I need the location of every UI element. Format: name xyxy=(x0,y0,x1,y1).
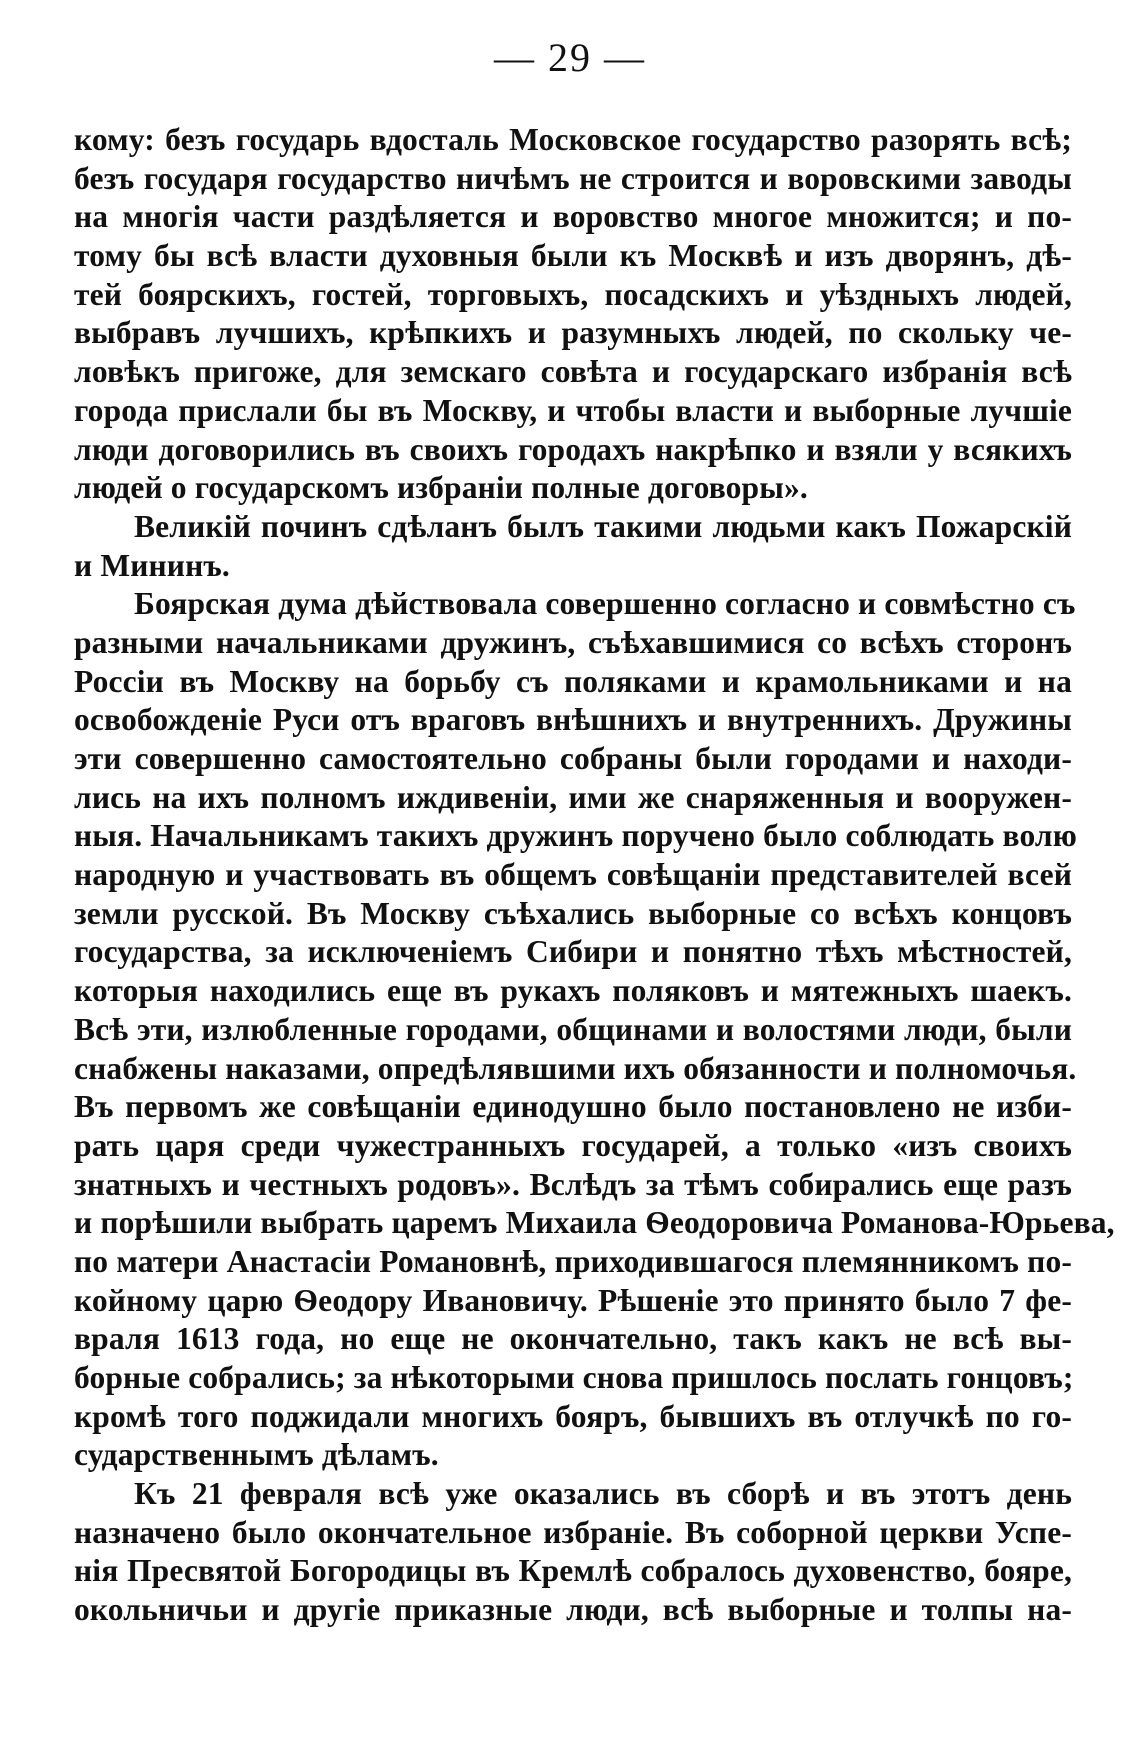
text-line: нія Пресвятой Богородицы въ Кремлѣ собралось духовенство, бояре, xyxy=(74,1553,1072,1589)
text-line: по матери Анастасіи Романовнѣ, приходившагося племянникомъ по- xyxy=(74,1243,1072,1279)
text-line: окольничьи и другіе приказные люди, всѣ выборные и толпы на- xyxy=(74,1592,1072,1628)
text-line: на многія части раздѣляется и воровство многое множится; и по- xyxy=(74,199,1072,235)
text-line: разными начальниками дружинъ, съѣхавшимися со всѣхъ сторонъ xyxy=(74,624,1072,660)
text-line: рать царя среди чужестранныхъ государей, а только «изъ своихъ xyxy=(74,1127,1072,1163)
text-line: лись на ихъ полномъ иждивеніи, ими же снаряженныя и вооружен- xyxy=(74,779,1072,815)
text-line: народную и участвовать въ общемъ совѣщаніи представителей всей xyxy=(74,857,1072,893)
text-line: назначено было окончательное избраніе. Въ соборной церкви Успе- xyxy=(74,1514,1072,1550)
text-line: кромѣ того поджидали многихъ бояръ, бывшихъ въ отлучкѣ по го- xyxy=(74,1398,1072,1434)
text-line: знатныхъ и честныхъ родовъ». Вслѣдъ за тѣмъ собирались еще разъ xyxy=(74,1166,1072,1202)
text-line: Всѣ эти, излюбленные городами, общинами и волостями люди, были xyxy=(74,1011,1072,1047)
text-line: снабжены наказами, опредѣлявшими ихъ обязанности и полномочья. xyxy=(74,1050,1077,1086)
paragraph xyxy=(74,1475,1072,1630)
text-line: безъ государя государство ничѣмъ не строится и воровскими заводы xyxy=(74,160,1072,196)
text-line: и Мининъ. xyxy=(74,547,230,583)
text-line: люди договорились въ своихъ городахъ накрѣпко и взяли у всякихъ xyxy=(74,431,1072,467)
text-line: Боярская дума дѣйствовала совершенно согласно и совмѣстно съ xyxy=(134,586,1076,622)
text-line: сударственнымъ дѣламъ. xyxy=(74,1437,439,1473)
text-line: кому: безъ государь вдосталь Московское государство разорять всѣ; xyxy=(74,122,1072,157)
text-line: враля 1613 года, но еще не окончательно, такъ какъ не всѣ вы- xyxy=(74,1321,1072,1357)
text-line: тому бы всѣ власти духовныя были къ Москвѣ и изъ дворянъ, дѣ- xyxy=(74,238,1072,274)
text-line: и порѣшили выбрать царемъ Михаила Ѳеодоровича Романова-Юрьева, xyxy=(74,1205,1115,1241)
paragraph xyxy=(74,508,1072,585)
text-line: Великій починъ сдѣланъ былъ такими людьми какъ Пожарскій xyxy=(134,508,1072,544)
text-line: Россіи въ Москву на борьбу съ поляками и крамольниками и на xyxy=(74,663,1072,699)
text-line: Въ первомъ же совѣщаніи единодушно было постановлено не изби- xyxy=(74,1089,1072,1125)
page-number: — 29 — xyxy=(494,35,646,80)
body-text xyxy=(74,121,1115,1630)
text-line: выбравъ лучшихъ, крѣпкихъ и разумныхъ людей, по скольку че- xyxy=(74,315,1072,351)
text-line: людей о государскомъ избраніи полные договоры». xyxy=(74,470,808,506)
text-line: государства, за исключеніемъ Сибири и понятно тѣхъ мѣстностей, xyxy=(74,934,1072,970)
text-line: которыя находились еще въ рукахъ поляковъ и мятежныхъ шаекъ. xyxy=(74,973,1072,1009)
text-line: ловѣкъ пригоже, для земскаго совѣта и государскаго избранія всѣ xyxy=(74,354,1072,390)
paragraph xyxy=(74,585,1115,1475)
text-line: борные собрались; за нѣкоторыми снова пришлось послать гонцовъ; xyxy=(74,1360,1074,1395)
text-line: земли русской. Въ Москву съѣхались выборные со всѣхъ концовъ xyxy=(74,895,1072,931)
text-line: тей боярскихъ, гостей, торговыхъ, посадскихъ и уѣздныхъ людей, xyxy=(74,276,1072,312)
text-line: города прислали бы въ Москву, и чтобы власти и выборные лучшіе xyxy=(74,392,1072,428)
paragraph xyxy=(74,121,1072,508)
text-line: освобожденіе Руси отъ враговъ внѣшнихъ и внутреннихъ. Дружины xyxy=(74,702,1072,738)
text-line: ныя. Начальникамъ такихъ дружинъ поручено было соблюдать волю xyxy=(74,818,1077,854)
text-line: койному царю Ѳеодору Ивановичу. Рѣшеніе это принято было 7 фе- xyxy=(74,1282,1072,1318)
text-line: эти совершенно самостоятельно собраны были городами и находи- xyxy=(74,741,1072,776)
text-line: Къ 21 февраля всѣ уже оказались въ сборѣ и въ этотъ день xyxy=(134,1476,1072,1512)
